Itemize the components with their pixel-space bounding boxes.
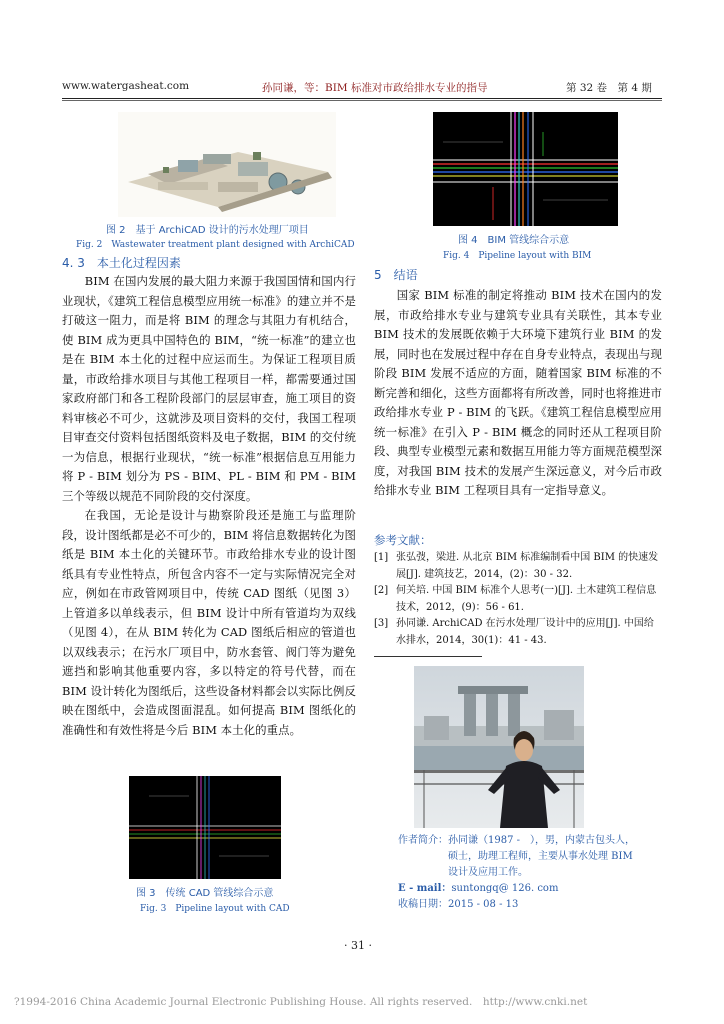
email-label: E - mail：: [398, 883, 452, 894]
reference-item: [374, 550, 662, 583]
copyright-footer: ?1994-2016 China Academic Journal Electronic Publishing House. All rights reserved. http://www.cnki.net: [14, 996, 588, 1008]
section-4-3-heading: 4. 3 本土化过程因素: [62, 256, 181, 270]
running-title: 孙同谦，等：BIM 标准对市政给排水专业的指导: [262, 82, 488, 94]
reference-text: 张弘弢，梁进. 从北京 BIM 标准编制看中国 BIM 的快速发展[J]. 建筑技艺，2014，(2)：30 - 32.: [396, 552, 659, 580]
references-list: [374, 550, 662, 649]
fig3-image: [129, 776, 281, 879]
paragraph: 国家 BIM 标准的制定将推动 BIM 技术在国内的发展，市政给排水专业与建筑专业具有关联性，其本专业 BIM 技术的发展既依赖于大环境下建筑行业 BIM 的发展，同时也在发展过程中存在自身专业特点，表现出与现阶段 BIM 发展不适应的方面，随着国家 BIM 标准的不断完善和细化，这些方面都将有所改善，同时也将推进市政给排水专业 P - BIM 的飞跃。《建筑工程信息模型应用统一标准》在引入 P - BIM 概念的同时还从工程项目阶段、典型专业模型元素和数据互用能力等方面规范模型深度，对我国 BIM 技术的发展产生深远意义，对今后市政给排水专业 BIM 工程项目具有一定指导意义。: [374, 288, 662, 497]
header-rule: [62, 98, 662, 99]
author-photo: [414, 666, 584, 828]
reference-item: [374, 616, 662, 649]
header-rule-thin: [62, 100, 662, 101]
fig4-image: [433, 112, 618, 226]
reference-number: [2]: [374, 585, 389, 596]
section-4-3-body: [62, 272, 356, 774]
reference-number: [1]: [374, 552, 389, 563]
fig3-caption-en: Fig. 3 Pipeline layout with CAD: [140, 904, 290, 914]
fig2-image: [118, 112, 336, 217]
received-label: 收稿日期：: [398, 899, 448, 910]
fig2-caption-cn: 图 2 基于 ArchiCAD 设计的污水处理厂项目: [106, 225, 309, 236]
received-date: 2015 - 08 - 13: [448, 899, 519, 910]
reference-number: [3]: [374, 618, 389, 629]
references-rule: [374, 656, 482, 657]
page-number: · 31 ·: [344, 939, 372, 952]
section-5-body: [374, 286, 662, 522]
paragraph: BIM 在国内发展的最大阻力来源于我国国情和国内行业现状，《建筑工程信息模型应用统一标准》的建立并不是打破这一阻力，而是将 BIM 的理念与其阻力有机结合，使 BIM 成为更具中国特色的 BIM，“统一标准”的建立也是在 BIM 本土化的过程中应运而生。为保证工程项目质量，市政给排水项目与其他工程项目一样，都需要通过国家政府部门和各工程阶段部门的层层审查，施工项目的资料审核必不可少，这就涉及项目资料的交付，我国工程项目审查交付资料包括图纸资料及电子数据，BIM 的交付统一为信息，根据行业现状，“统一标准”根据信息互用能力将 P - BIM 划分为 PS - BIM、PL - BIM 和 PM - BIM 三个等级以规范不同阶段的交付深度。: [62, 274, 356, 503]
reference-text: 孙同谦. ArchiCAD 在污水处理厂设计中的应用[J]. 中国给水排水，2014，30(1)：41 - 43.: [396, 618, 654, 646]
reference-text: 何关培. 中国 BIM 标准个人思考(一)[J]. 土木建筑工程信息技术，2012，(9)：56 - 61.: [396, 585, 657, 613]
bio-line1: 孙同谦（1987 - ），男，内蒙古包头人，: [448, 835, 636, 846]
references-heading: 参考文献：: [374, 533, 432, 547]
email-value: suntongq@ 126. com: [451, 883, 559, 894]
fig3-caption-cn: 图 3 传统 CAD 管线综合示意: [136, 888, 274, 899]
journal-site: www.watergasheat.com: [62, 80, 190, 92]
reference-item: [374, 583, 662, 616]
fig2-caption-en: Fig. 2 Wastewater treatment plant designed with ArchiCAD: [76, 240, 355, 250]
issue-number: 第 32 卷 第 4 期: [566, 82, 652, 94]
author-bio: [398, 833, 662, 913]
section-5-heading: 5 结语: [374, 268, 418, 282]
bio-label: 作者简介：: [398, 835, 448, 846]
paragraph: 在我国，无论是设计与勘察阶段还是施工与监理阶段，设计图纸都是必不可少的，BIM 将信息数据转化为图纸是 BIM 本土化的关键环节。市政给排水专业的设计图纸具有专业性特点，所包含内容不一定与实际情况完全对应，例如在市政管网项目中，传统 CAD 图纸（见图 3）上管道多以单线表示，但 BIM 设计中所有管道均为双线（见图 4），在从 BIM 转化为 CAD 图纸后相应的管道也以双线表示；在污水厂项目中，防水套管、阀门等为避免遮挡和影响其他重要内容，多以特定的符号代替，而在 BIM 设计转化为图纸后，这些设备材料都会以实际比例反映在图纸中，会造成图面混乱。如何提高 BIM 图纸化的准确性和有效性将是今后 BIM 本土化的重点。: [62, 508, 356, 737]
bio-line3: 设计及应用工作。: [448, 867, 528, 878]
fig4-caption-en: Fig. 4 Pipeline layout with BIM: [443, 251, 592, 261]
fig4-caption-cn: 图 4 BIM 管线综合示意: [458, 235, 570, 246]
bio-line2: 硕士，助理工程师，主要从事水处理 BIM: [448, 851, 633, 862]
